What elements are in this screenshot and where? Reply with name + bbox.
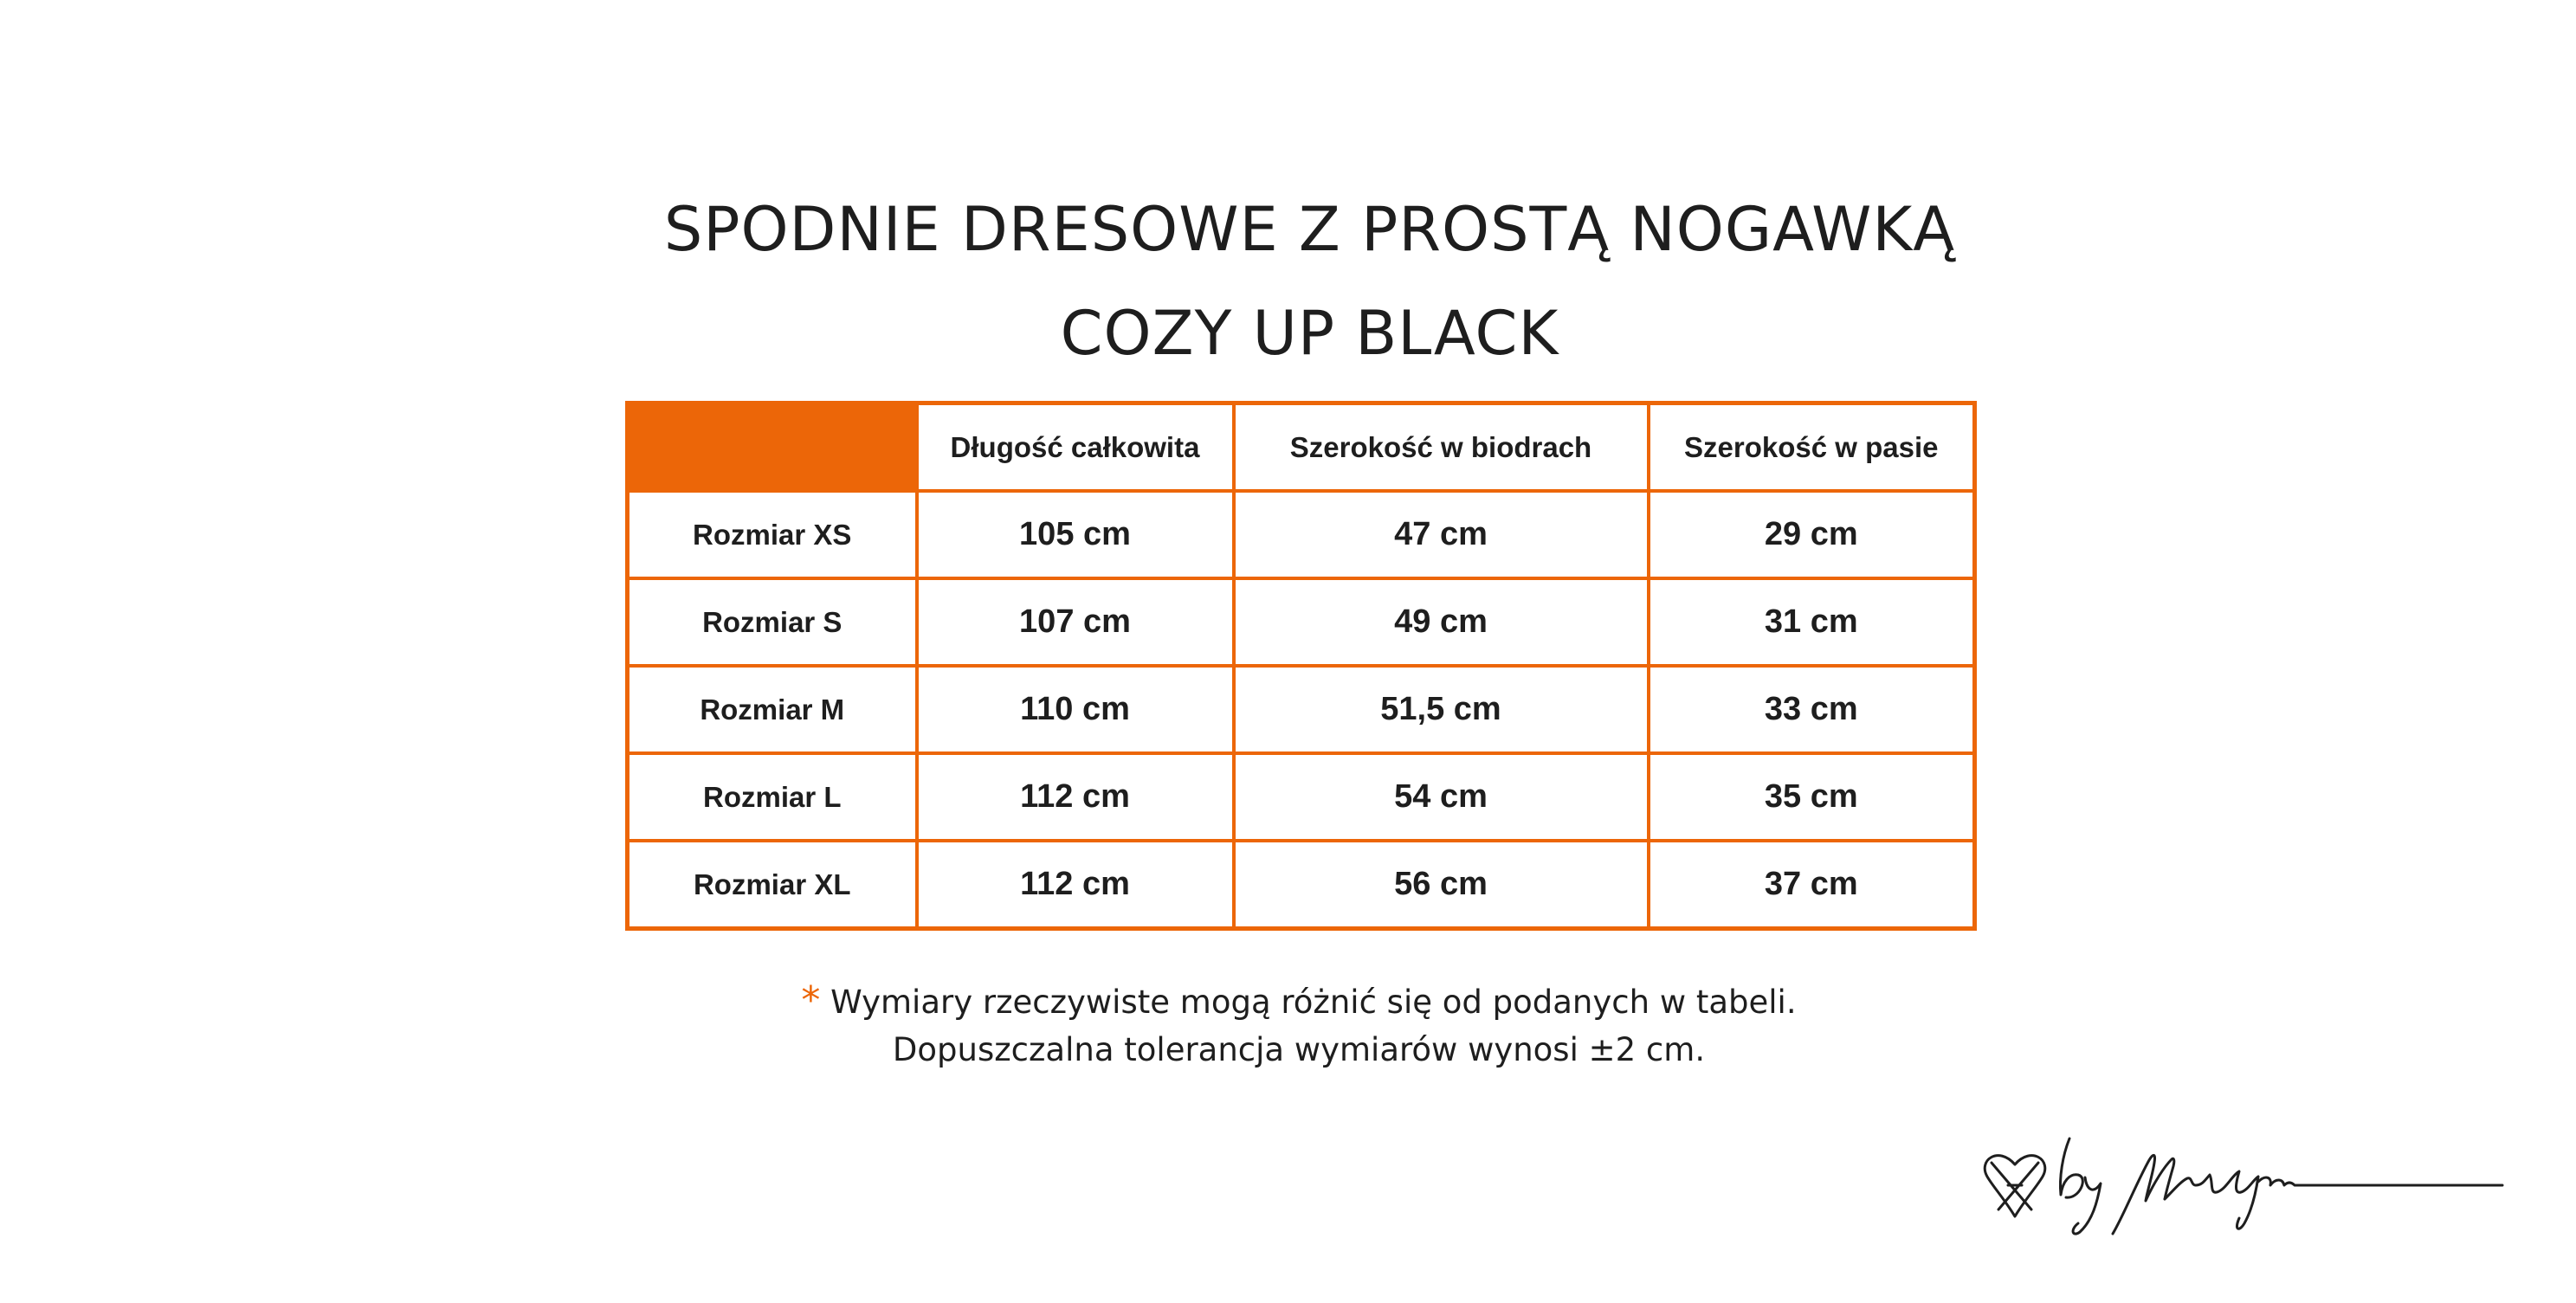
cell-total-length: 107 cm	[917, 578, 1234, 666]
table-row	[628, 578, 1975, 666]
column-header-waist-width: Szerokość w pasie	[1649, 403, 1975, 492]
header-corner-cell	[628, 403, 917, 492]
cell-total-length: 110 cm	[917, 666, 1234, 753]
cell-waist-width: 29 cm	[1649, 491, 1975, 578]
brand-signature-logo	[1983, 1121, 2511, 1242]
note-line-1	[0, 977, 2576, 1026]
measurement-note	[0, 977, 2576, 1074]
cell-waist-width: 33 cm	[1649, 666, 1975, 753]
row-label: Rozmiar XL	[628, 841, 917, 929]
cell-hip-width: 47 cm	[1234, 491, 1649, 578]
note-line-2: Dopuszczalna tolerancja wymiarów wynosi ±2 cm.	[892, 1031, 1706, 1068]
cell-hip-width: 51,5 cm	[1234, 666, 1649, 753]
signature-script	[2060, 1139, 2502, 1234]
cell-total-length: 112 cm	[917, 841, 1234, 929]
title-line-1: SPODNIE DRESOWE Z PROSTĄ NOGAWKĄ	[663, 194, 1956, 265]
row-label: Rozmiar XS	[628, 491, 917, 578]
table-row	[628, 491, 1975, 578]
heart-logo-icon	[1985, 1156, 2045, 1216]
cell-hip-width: 49 cm	[1234, 578, 1649, 666]
asterisk-mark: *	[801, 978, 821, 1022]
page-title	[0, 177, 2576, 385]
row-label: Rozmiar S	[628, 578, 917, 666]
row-label: Rozmiar M	[628, 666, 917, 753]
table-row	[628, 666, 1975, 753]
cell-total-length: 112 cm	[917, 753, 1234, 841]
column-header-total-length: Długość całkowita	[917, 403, 1234, 492]
size-chart-table	[625, 401, 1977, 931]
table-row	[628, 841, 1975, 929]
note-text-1: Wymiary rzeczywiste mogą różnić się od podanych w tabeli.	[830, 984, 1797, 1021]
cell-waist-width: 35 cm	[1649, 753, 1975, 841]
title-line-2: COZY UP BLACK	[1060, 298, 1559, 369]
cell-waist-width: 31 cm	[1649, 578, 1975, 666]
cell-waist-width: 37 cm	[1649, 841, 1975, 929]
table-header-row	[628, 403, 1975, 492]
column-header-hip-width: Szerokość w biodrach	[1234, 403, 1649, 492]
cell-hip-width: 54 cm	[1234, 753, 1649, 841]
table-row	[628, 753, 1975, 841]
row-label: Rozmiar L	[628, 753, 917, 841]
cell-total-length: 105 cm	[917, 491, 1234, 578]
cell-hip-width: 56 cm	[1234, 841, 1649, 929]
